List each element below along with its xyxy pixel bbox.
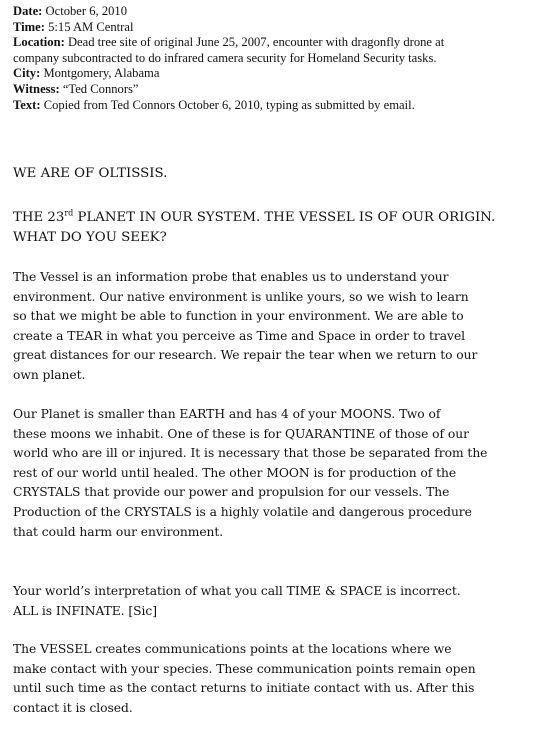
paragraph-line: ALL is INFINATE. [Sic]	[13, 603, 157, 618]
witness-value: “Ted Connors”	[62, 81, 139, 96]
ordinal-suffix: rd	[64, 208, 74, 218]
text-row	[13, 98, 549, 114]
paragraph-line: make contact with your species. These communication points remain open	[13, 661, 476, 676]
paragraph-vessel-probe	[13, 268, 551, 386]
witness-label: Witness:	[13, 81, 60, 96]
date-value: October 6, 2010	[45, 4, 128, 18]
paragraph-line: contact it is closed.	[13, 700, 133, 715]
paragraph-line: Our Planet is smaller than EARTH and has 4 of your MOONS. Two of	[13, 407, 441, 421]
paragraph-line: environment. Our native environment is unlike yours, so we wish to learn	[13, 289, 469, 304]
paragraph-line: that could harm our environment.	[13, 524, 224, 539]
heading-origin	[13, 164, 551, 184]
paragraph-line: The Vessel is an information probe that enables us to understand your	[13, 270, 449, 284]
date-row	[13, 4, 549, 20]
paragraph-line: so that we might be able to function in your environment. We are able to	[13, 309, 464, 324]
witness-row	[13, 82, 549, 98]
location-value-line-2: company subcontracted to do infrared camera security for Homeland Security tasks.	[13, 50, 437, 65]
heading-planet-line-1	[13, 208, 551, 228]
paragraph-line: rest of our world until healed. The other MOON is for production of the	[13, 465, 457, 480]
paragraph-line: CRYSTALS that provide our power and propulsion for our vessels. The	[13, 485, 450, 500]
paragraph-communication-points	[13, 640, 551, 718]
city-value: Montgomery, Alabama	[43, 66, 160, 81]
paragraph-line: world who are ill or injured. It is necessary that those be separated from the	[13, 446, 488, 461]
city-row	[13, 66, 549, 82]
time-row	[13, 20, 549, 36]
paragraph-line: great distances for our research. We repair the tear when we return to our	[13, 348, 478, 363]
location-row	[13, 35, 549, 66]
text-value: Copied from Ted Connors October 6, 2010, typing as submitted by email.	[43, 97, 415, 112]
time-value: 5:15 AM Central	[48, 19, 134, 34]
paragraph-line: The VESSEL creates communications points at the locations where we	[13, 642, 452, 656]
paragraph-line: until such time as the contact returns to initiate contact with us. After this	[13, 681, 475, 696]
date-label: Date:	[13, 4, 43, 18]
paragraph-line: Your world’s interpretation of what you call TIME & SPACE is incorrect.	[13, 584, 461, 598]
report-metadata	[13, 4, 549, 113]
city-label: City:	[13, 66, 41, 81]
heading-planet-line-2: WHAT DO YOU SEEK?	[13, 230, 167, 245]
location-label: Location:	[13, 35, 65, 50]
time-label: Time:	[13, 19, 45, 34]
location-value-line-1: Dead tree site of original June 25, 2007, encounter with dragonfly drone at	[67, 35, 445, 50]
paragraph-line: Production of the CRYSTALS is a highly volatile and dangerous procedure	[13, 504, 472, 519]
paragraph-line: own planet.	[13, 367, 86, 382]
text-label: Text:	[13, 97, 41, 112]
paragraph-time-space	[13, 582, 551, 621]
heading-planet	[13, 208, 551, 248]
paragraph-line: create a TEAR in what you perceive as Time and Space in order to travel	[13, 328, 466, 343]
heading-planet-part-2: PLANET IN OUR SYSTEM. THE VESSEL IS OF OUR ORIGIN.	[73, 210, 496, 225]
heading-line: WE ARE OF OLTISSIS.	[13, 166, 168, 181]
heading-planet-part-1: THE 23	[13, 210, 65, 225]
paragraph-planet-moons	[13, 405, 551, 542]
paragraph-line: these moons we inhabit. One of these is for QUARANTINE of those of our	[13, 426, 469, 441]
